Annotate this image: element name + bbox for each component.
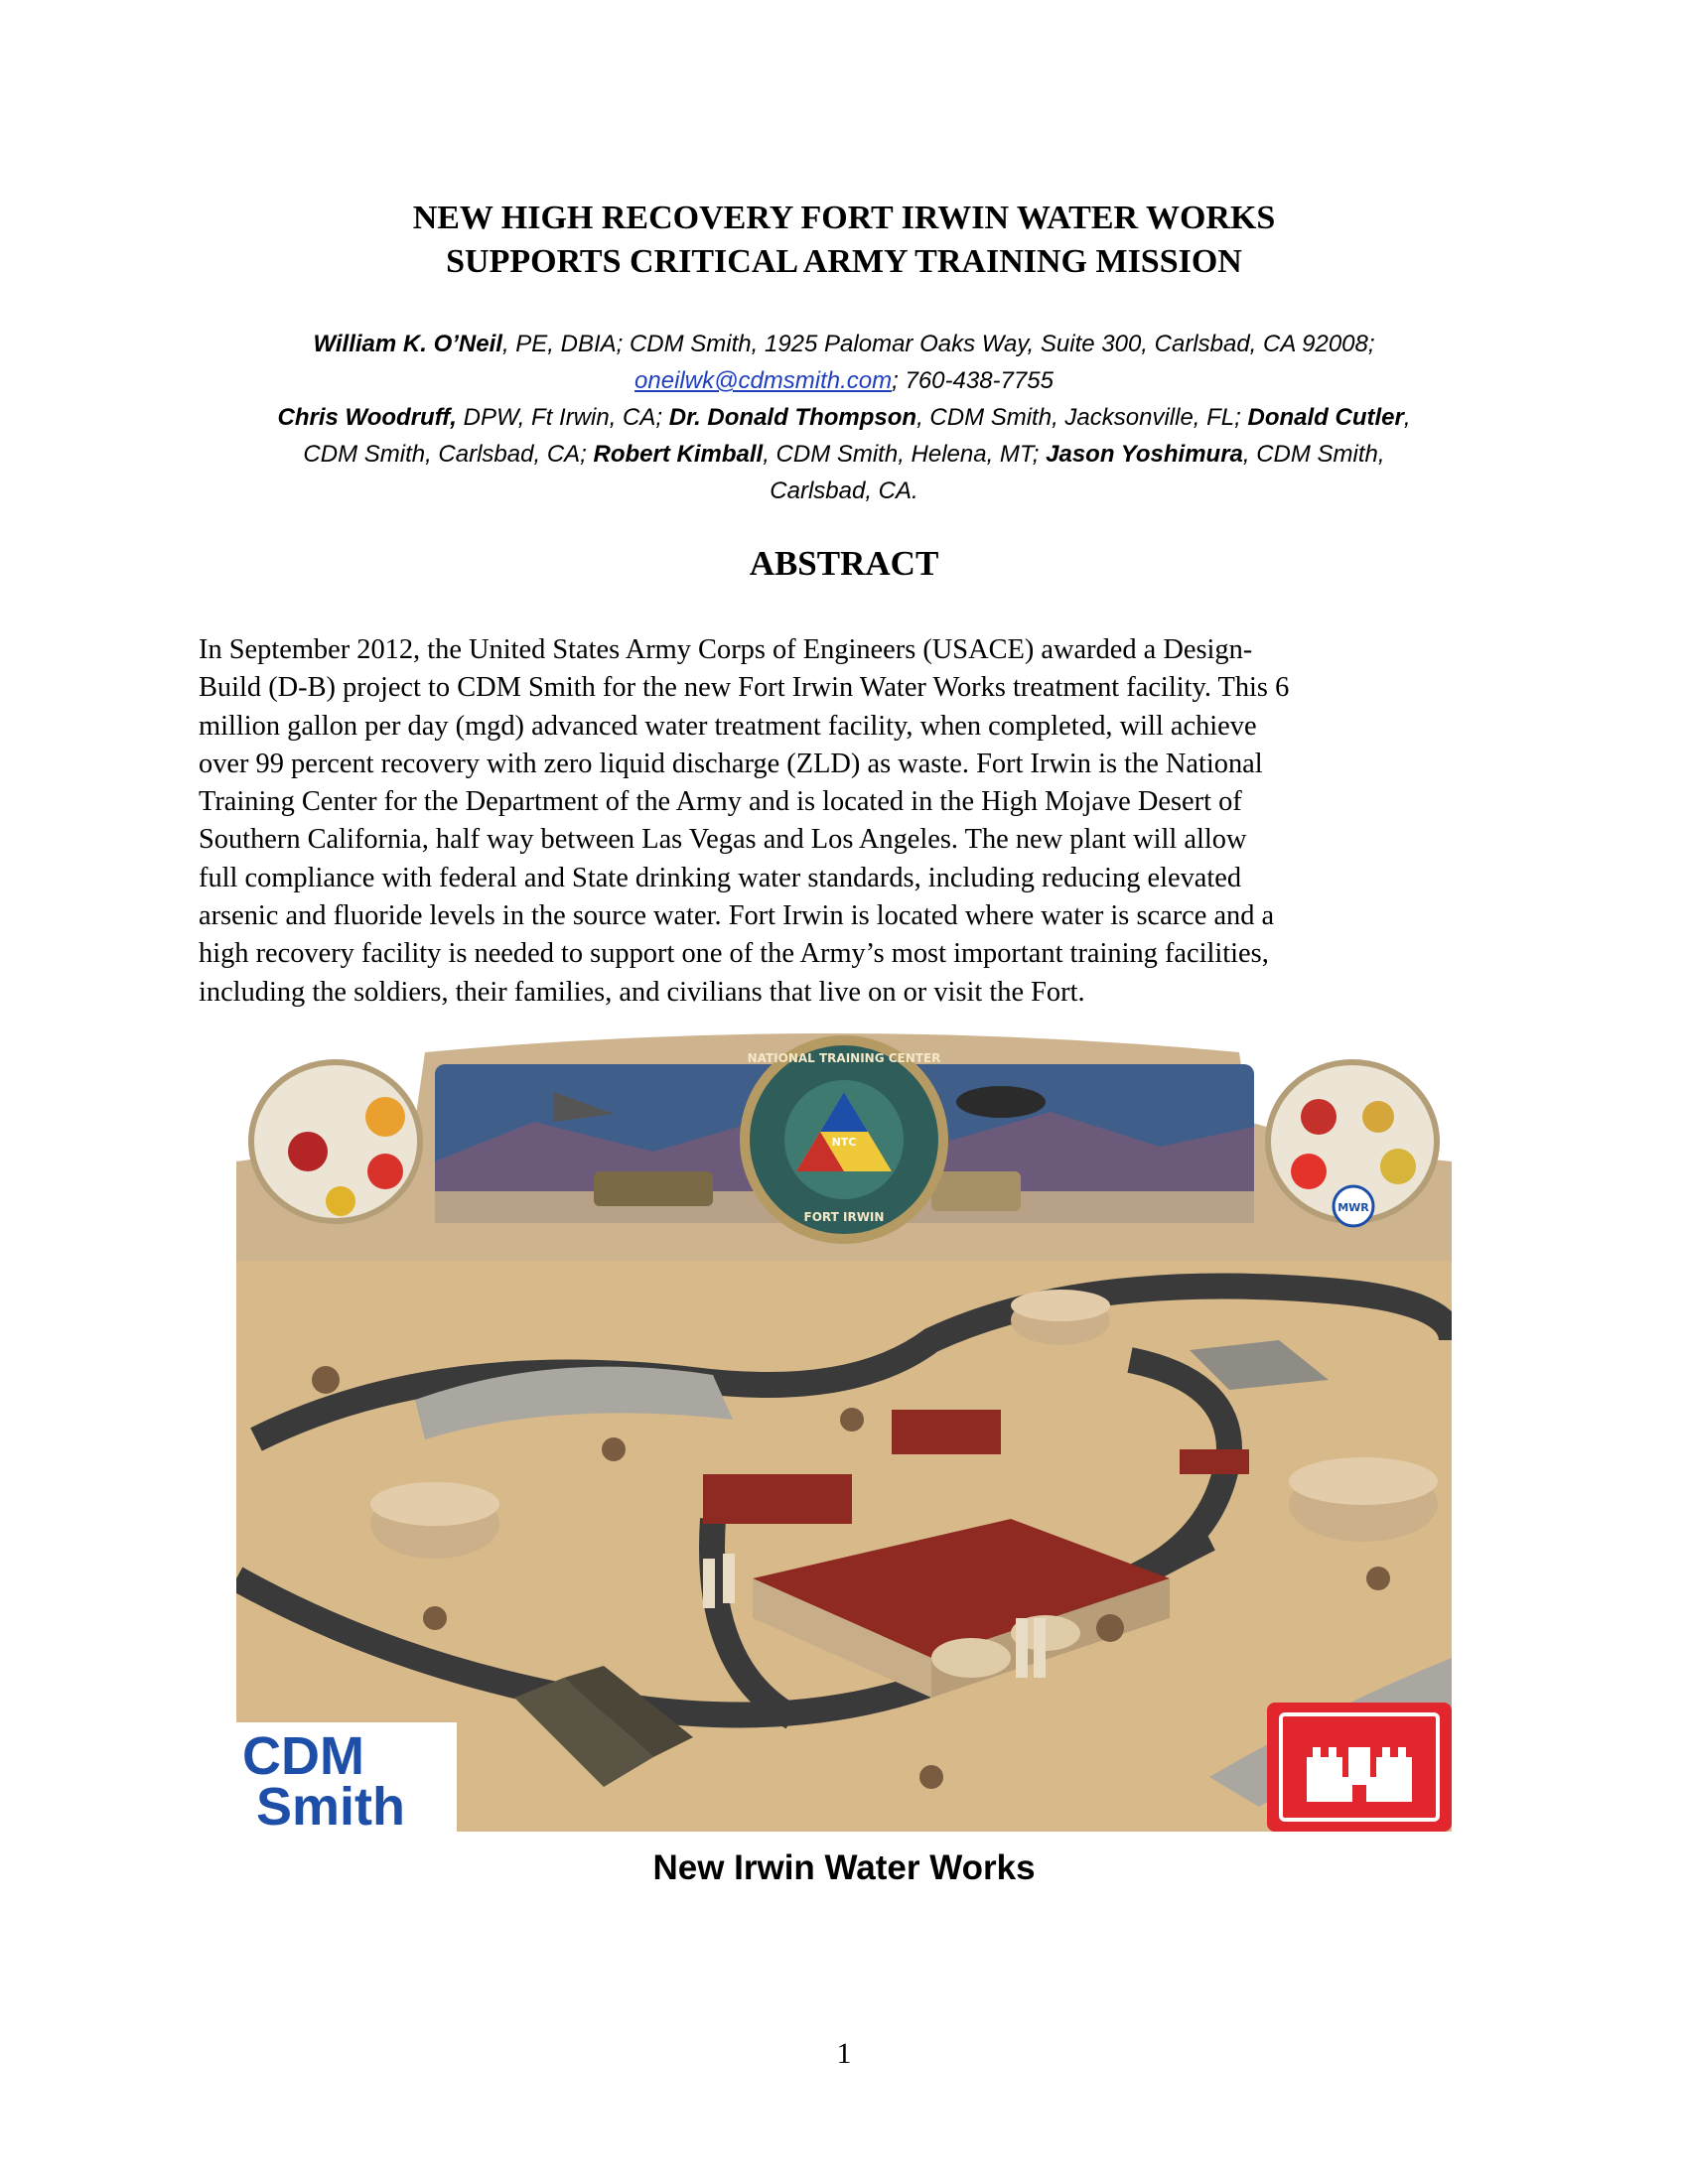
author-affiliation: , CDM Smith, Jacksonville, FL; [916,404,1248,431]
abstract-line: Training Center for the Department of the Army and is located in the High Mojave Desert of [199,786,1242,818]
author-affiliation: , [1403,404,1411,431]
author-name: William K. O’Neil [313,331,502,357]
unit-patch-icon [365,1097,405,1137]
author-name: Jason Yoshimura [1046,441,1243,468]
shrub [840,1408,864,1432]
author-line-4 [199,436,1489,473]
author-line-3 [199,399,1489,436]
abstract-heading: ABSTRACT [749,544,939,583]
author-phone: ; 760-438-7755 [892,367,1054,394]
author-affiliation: , CDM Smith, [1242,441,1385,468]
author-affiliation: Carlsbad, CA. [770,478,918,504]
building-roof [1180,1449,1249,1474]
unit-patch-icon [288,1132,328,1171]
building-roof [892,1410,1001,1454]
tank [594,1171,713,1206]
author-line-2 [199,362,1489,399]
cdm-smith-logo [236,1722,457,1832]
building-roof [703,1474,852,1524]
abstract-line: over 99 percent recovery with zero liquid discharge (ZLD) as waste. Fort Irwin is the National [199,748,1263,779]
ntc-entrance-sign [236,1033,1452,1261]
author-affiliation: , PE, DBIA; CDM Smith, 1925 Palomar Oaks Way, Suite 300, Carlsbad, CA 92008; [501,331,1375,357]
silo [1016,1618,1028,1678]
author-affiliation: , CDM Smith, Helena, MT; [763,441,1047,468]
helicopter-icon [956,1086,1046,1118]
abstract-line: high recovery facility is needed to support one of the Army’s most important training facilities, [199,938,1269,970]
author-name: Chris Woodruff, [277,404,457,431]
paper-title [0,197,1688,284]
author-name: Robert Kimball [593,441,764,468]
seal-bottom-text: FORT IRWIN [803,1210,885,1224]
figure-caption: New Irwin Water Works [652,1848,1036,1887]
unit-patch-icon [1380,1149,1416,1184]
storage-tank [931,1638,1011,1678]
logo-line-2: Smith [256,1777,406,1832]
title-line-1: NEW HIGH RECOVERY FORT IRWIN WATER WORKS [412,200,1276,236]
unit-patch-icon [326,1186,355,1216]
seal-center-text: NTC [831,1136,857,1149]
shrub [423,1606,447,1630]
abstract-line: In September 2012, the United States Army Corps of Engineers (USACE) awarded a Design- [199,634,1253,665]
author-name: Dr. Donald Thompson [668,404,917,431]
abstract-line: including the soldiers, their families, and civilians that live on or visit the Fort. [199,976,1085,1008]
truck [931,1171,1021,1211]
abstract-line: arsenic and fluoride levels in the source water. Fort Irwin is located where water is scarce and a [199,900,1275,932]
abstract-line: Build (D-B) project to CDM Smith for the new Fort Irwin Water Works treatment facility. This 6 [199,672,1290,704]
unit-patch-icon [1362,1101,1394,1133]
shrub [1096,1614,1124,1642]
water-works-rendering [236,1023,1452,1832]
silo [1034,1618,1046,1678]
author-name: Donald Cutler [1247,404,1404,431]
mwr-badge-text: MWR [1337,1201,1369,1214]
email-link[interactable]: oneilwk@cdmsmith.com [634,367,893,394]
abstract-paragraph [199,631,1494,1012]
medical-cross-icon [1291,1154,1327,1189]
unit-patch-icon [1301,1099,1336,1135]
author-line-5 [199,473,1489,509]
shrub [312,1366,340,1394]
page-number: 1 [836,2037,852,2070]
shrub [602,1437,626,1461]
author-block [199,326,1489,509]
author-affiliation: CDM Smith, Carlsbad, CA; [303,441,594,468]
title-line-2: SUPPORTS CRITICAL ARMY TRAINING MISSION [446,243,1242,280]
author-line-1 [199,326,1489,362]
abstract-line: full compliance with federal and State drinking water standards, including reducing elevated [199,862,1242,893]
seal-top-text: NATIONAL TRAINING CENTER [747,1051,941,1065]
silo [703,1559,715,1608]
logo-line-1: CDM [242,1726,364,1786]
silo [723,1554,735,1603]
shrub [1366,1567,1390,1590]
abstract-line: million gallon per day (mgd) advanced water treatment facility, when completed, will achieve [199,710,1257,742]
unit-patch-icon [367,1154,403,1189]
author-affiliation: DPW, Ft Irwin, CA; [456,404,669,431]
abstract-line: Southern California, half way between Las Vegas and Los Angeles. The new plant will allow [199,824,1247,856]
shrub [919,1765,943,1789]
usace-castle-logo [1267,1703,1452,1832]
